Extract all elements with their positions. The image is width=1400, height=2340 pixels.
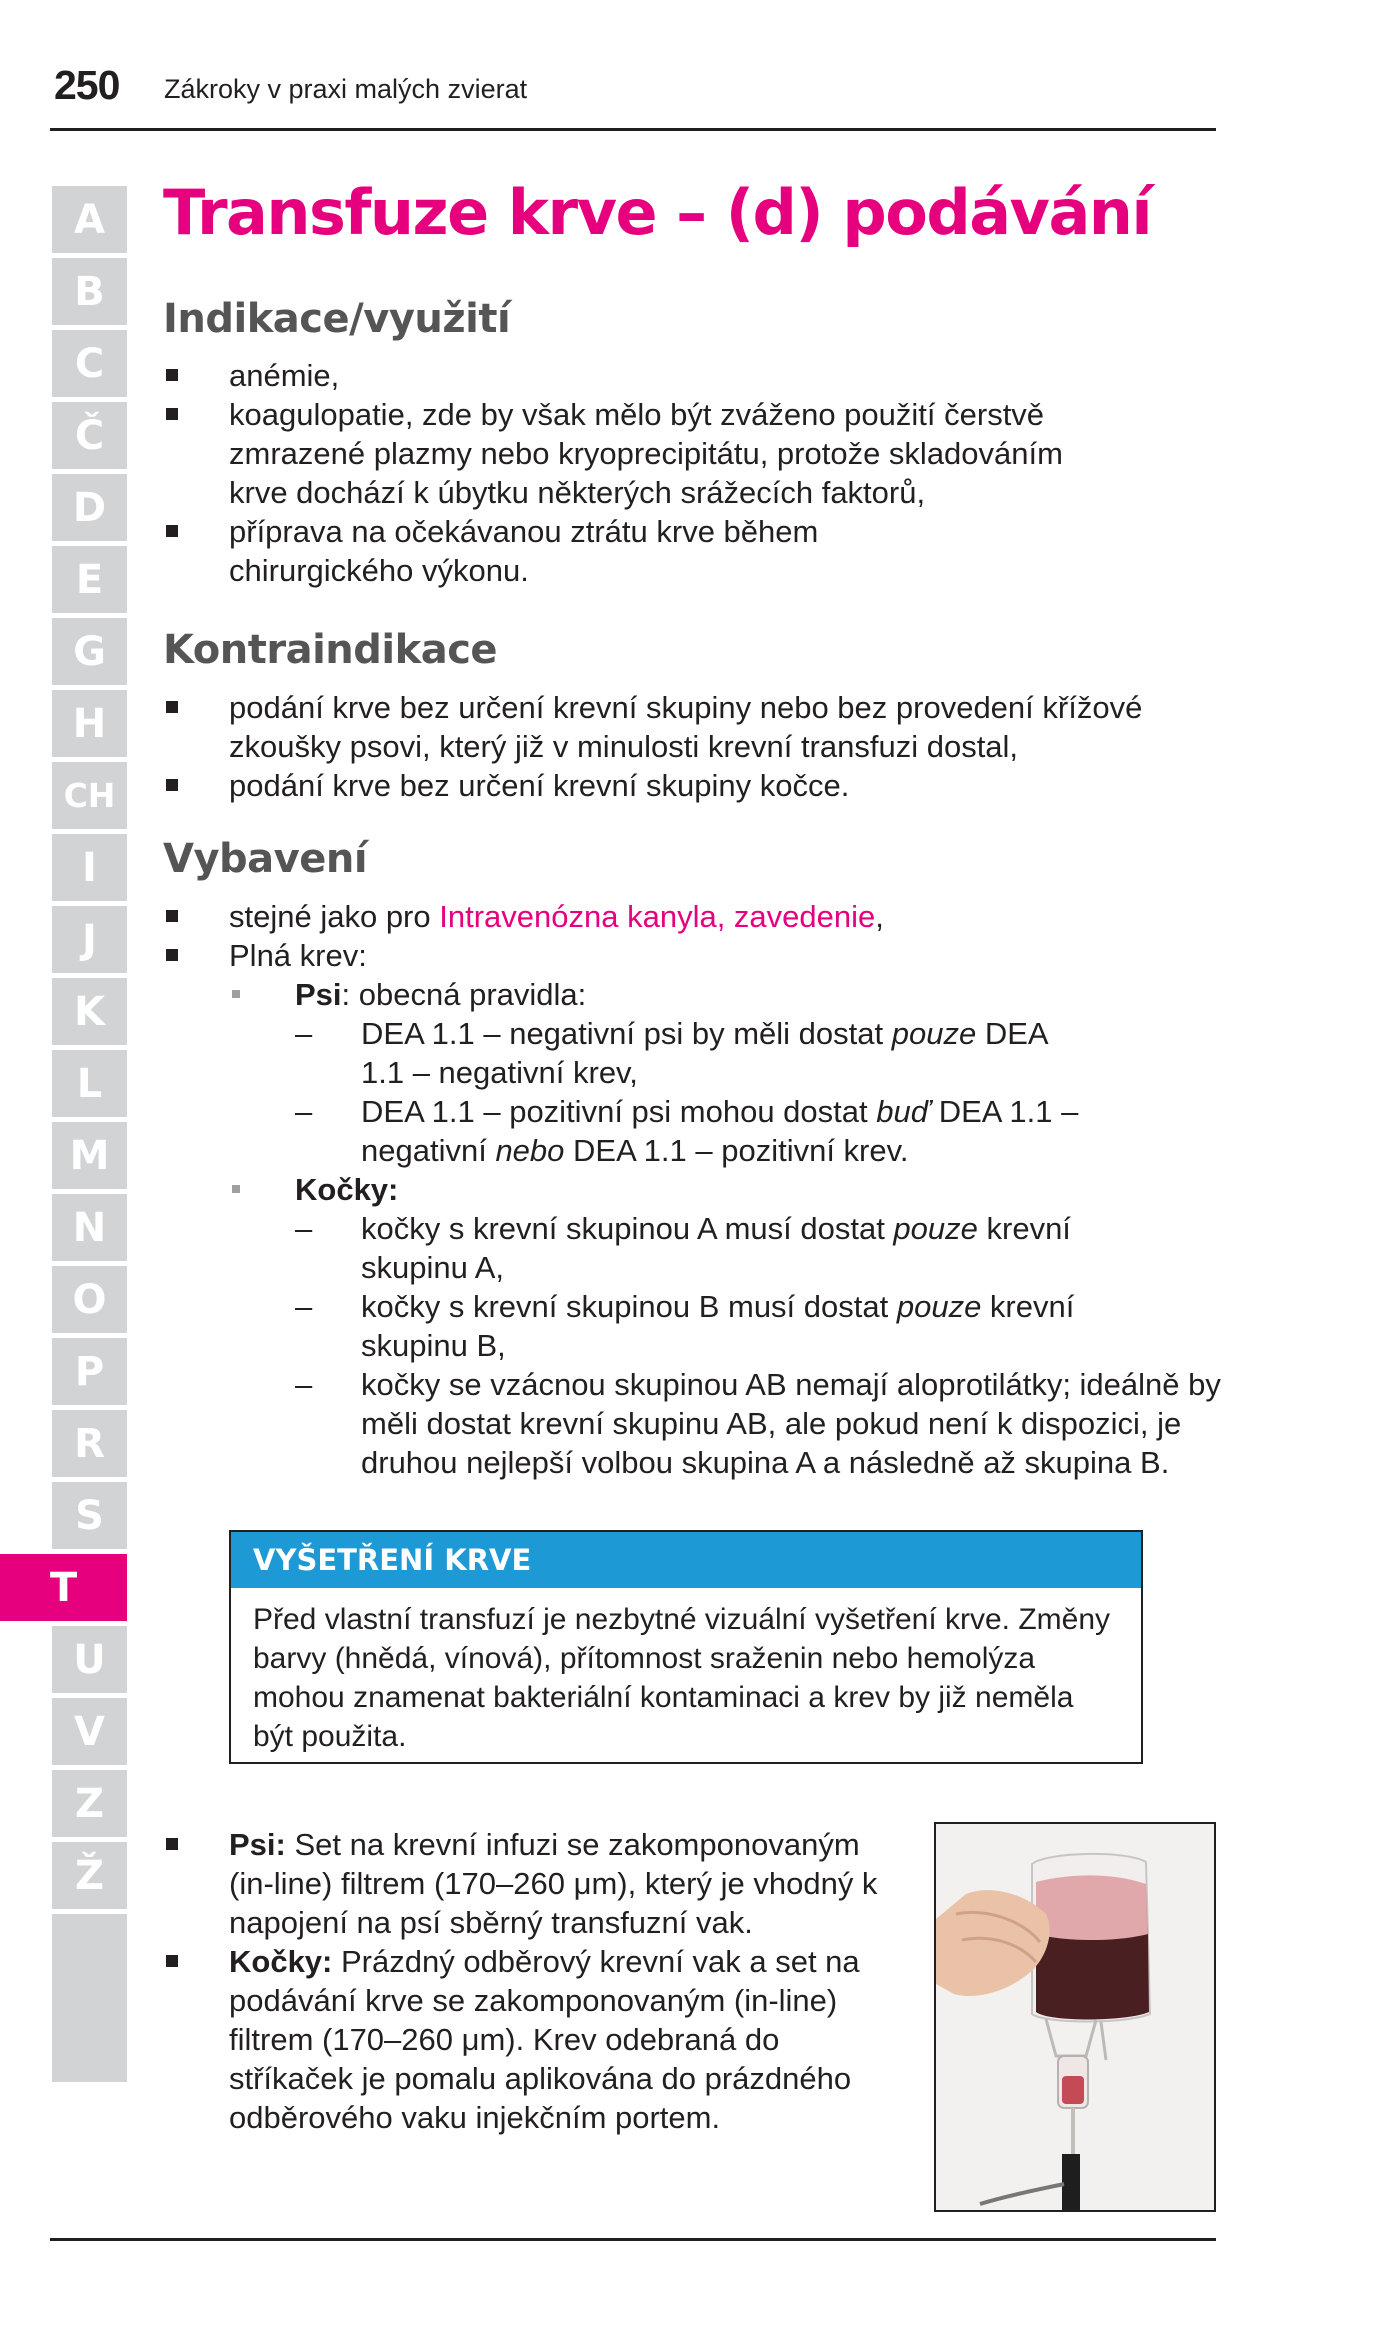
list-item: podání krve bez určení krevní skupiny nebo bez provedení křížové zkoušky psovi, který již v minulosti krevní transfuzi dostal, xyxy=(163,688,1223,766)
tab-r[interactable]: R xyxy=(52,1410,127,1477)
page-title: Transfuze krve – (d) podávání xyxy=(163,176,1152,249)
tab-l[interactable]: L xyxy=(52,1050,127,1117)
blood-bag-illustration xyxy=(936,1824,1214,2210)
list-item: koagulopatie, zde by však mělo být zváženo použití čerstvě zmrazené plazmy nebo kryoprecipitátu, protože skladováním krve dochází k úbytku některých srážecích faktorů, xyxy=(163,395,1163,512)
dash-item xyxy=(295,1014,1103,1092)
list-item xyxy=(163,897,1223,936)
emphasis: pouze xyxy=(893,1211,978,1246)
tab-k[interactable]: K xyxy=(52,978,127,1045)
tab-t-active[interactable]: T xyxy=(0,1554,127,1621)
tab-j[interactable]: J xyxy=(52,906,127,973)
list-item: podání krve bez určení krevní skupiny kočce. xyxy=(163,766,1223,805)
emphasis: pouze xyxy=(891,1016,977,1051)
list-item xyxy=(163,936,1223,1482)
tab-c[interactable]: C xyxy=(52,330,127,397)
indikace-list xyxy=(163,356,1163,590)
label-kocky: Kočky: xyxy=(295,1172,399,1207)
tab-e[interactable]: E xyxy=(52,546,127,613)
item-text: stejné jako pro xyxy=(229,899,440,934)
tab-i[interactable]: I xyxy=(52,834,127,901)
text: kočky s krevní skupinou B musí dostat xyxy=(361,1289,897,1324)
tab-u[interactable]: U xyxy=(52,1626,127,1693)
heading-kontraindikace: Kontraindikace xyxy=(163,627,498,673)
list-item-cats-set xyxy=(163,1942,903,2137)
tab-d[interactable]: D xyxy=(52,474,127,541)
alphabet-index xyxy=(49,186,127,2087)
sublist-item-cats xyxy=(229,1170,1223,1482)
page-number: 250 xyxy=(54,62,120,108)
text: DEA 1.1 – negativní krev, xyxy=(361,1016,1047,1090)
dash-item: – kočky se vzácnou skupinou AB nemají aloprotilátky; ideálně by měli dostat krevní skupinu AB, ale pokud není k dispozici, je druhou nejlepší volbou skupina A a následně až skupina B. xyxy=(295,1365,1223,1482)
transfusion-bag-photo xyxy=(934,1822,1216,2212)
tab-c-caron[interactable]: Č xyxy=(52,402,127,469)
item-text: Prázdný odběrový krevní vak a set na podávání krve se zakomponovaným (in-line) filtrem (170–260 μm). Krev odebraná do stříkaček je pomalu aplikována do prázdného odběrového vaku injekčním portem. xyxy=(229,1944,860,2135)
item-text: , xyxy=(875,899,884,934)
tab-g[interactable]: G xyxy=(52,618,127,685)
item-text: : obecná pravidla: xyxy=(341,977,587,1012)
dog-rules xyxy=(295,1014,1223,1170)
heading-indikace: Indikace/využití xyxy=(163,296,511,342)
text: DEA 1.1 – pozitivní krev. xyxy=(564,1133,909,1168)
list-item: anémie, xyxy=(163,356,1163,395)
dash-item xyxy=(295,1287,1223,1365)
text: DEA 1.1 – negativní psi by měli dostat xyxy=(361,1016,892,1051)
list-item: příprava na očekávanou ztrátu krve během chirurgického výkonu. xyxy=(163,512,1163,590)
text: krevní skupinu B, xyxy=(361,1289,1075,1363)
box-heading: VYŠETŘENÍ KRVE xyxy=(231,1532,1141,1588)
emphasis: pouze xyxy=(896,1289,982,1324)
tab-b[interactable]: B xyxy=(52,258,127,325)
blood-check-box xyxy=(229,1530,1143,1764)
tab-h[interactable]: H xyxy=(52,690,127,757)
sublist-item-dogs xyxy=(229,975,1223,1170)
dash-item xyxy=(295,1092,1103,1170)
vybaveni-list xyxy=(163,897,1223,1482)
dash-item xyxy=(295,1209,1223,1287)
kontraindikace-list xyxy=(163,688,1223,805)
label-psi-set: Psi: xyxy=(229,1827,286,1862)
tab-strip-end xyxy=(52,1914,127,2082)
text: kočky s krevní skupinou A musí dostat xyxy=(361,1211,894,1246)
tab-p[interactable]: P xyxy=(52,1338,127,1405)
list-item-dogs-set xyxy=(163,1825,903,1942)
tab-ch[interactable]: CH xyxy=(52,762,127,829)
emphasis: buď xyxy=(876,1094,931,1129)
footer-rule xyxy=(50,2238,1216,2241)
header-rule xyxy=(50,128,1216,131)
emphasis: nebo xyxy=(495,1133,565,1168)
text: DEA 1.1 – negativní xyxy=(361,1094,1079,1168)
tab-o[interactable]: O xyxy=(52,1266,127,1333)
item-text: Plná krev: xyxy=(229,938,367,973)
running-head: Zákroky v praxi malých zvierat xyxy=(164,74,528,104)
cat-rules xyxy=(295,1209,1223,1482)
text: DEA 1.1 – pozitivní psi mohou dostat xyxy=(361,1094,877,1129)
tab-a[interactable]: A xyxy=(52,186,127,253)
tab-z-caron[interactable]: Ž xyxy=(52,1842,127,1909)
blood-sublist xyxy=(229,975,1223,1482)
tab-z[interactable]: Z xyxy=(52,1770,127,1837)
label-kocky-set: Kočky: xyxy=(229,1944,333,1979)
tab-s[interactable]: S xyxy=(52,1482,127,1549)
tab-v[interactable]: V xyxy=(52,1698,127,1765)
cross-reference-link[interactable]: Intravenózna kanyla, zavedenie xyxy=(439,899,876,934)
label-psi: Psi xyxy=(295,977,342,1012)
box-text: Před vlastní transfuzí je nezbytné vizuální vyšetření krve. Změny barvy (hnědá, vínová), přítomnost sraženin nebo hemolýza mohou znamenat bakteriální kontaminaci a krev by již neměla být použita. xyxy=(253,1603,1111,1753)
sets-list xyxy=(163,1825,903,2137)
tab-m[interactable]: M xyxy=(52,1122,127,1189)
heading-vybaveni: Vybavení xyxy=(163,836,368,882)
tab-n[interactable]: N xyxy=(52,1194,127,1261)
item-text: Set na krevní infuzi se zakomponovaným (in-line) filtrem (170–260 μm), který je vhodný k napojení na psí sběrný transfuzní vak. xyxy=(229,1827,878,1940)
text: krevní skupinu A, xyxy=(361,1211,1071,1285)
